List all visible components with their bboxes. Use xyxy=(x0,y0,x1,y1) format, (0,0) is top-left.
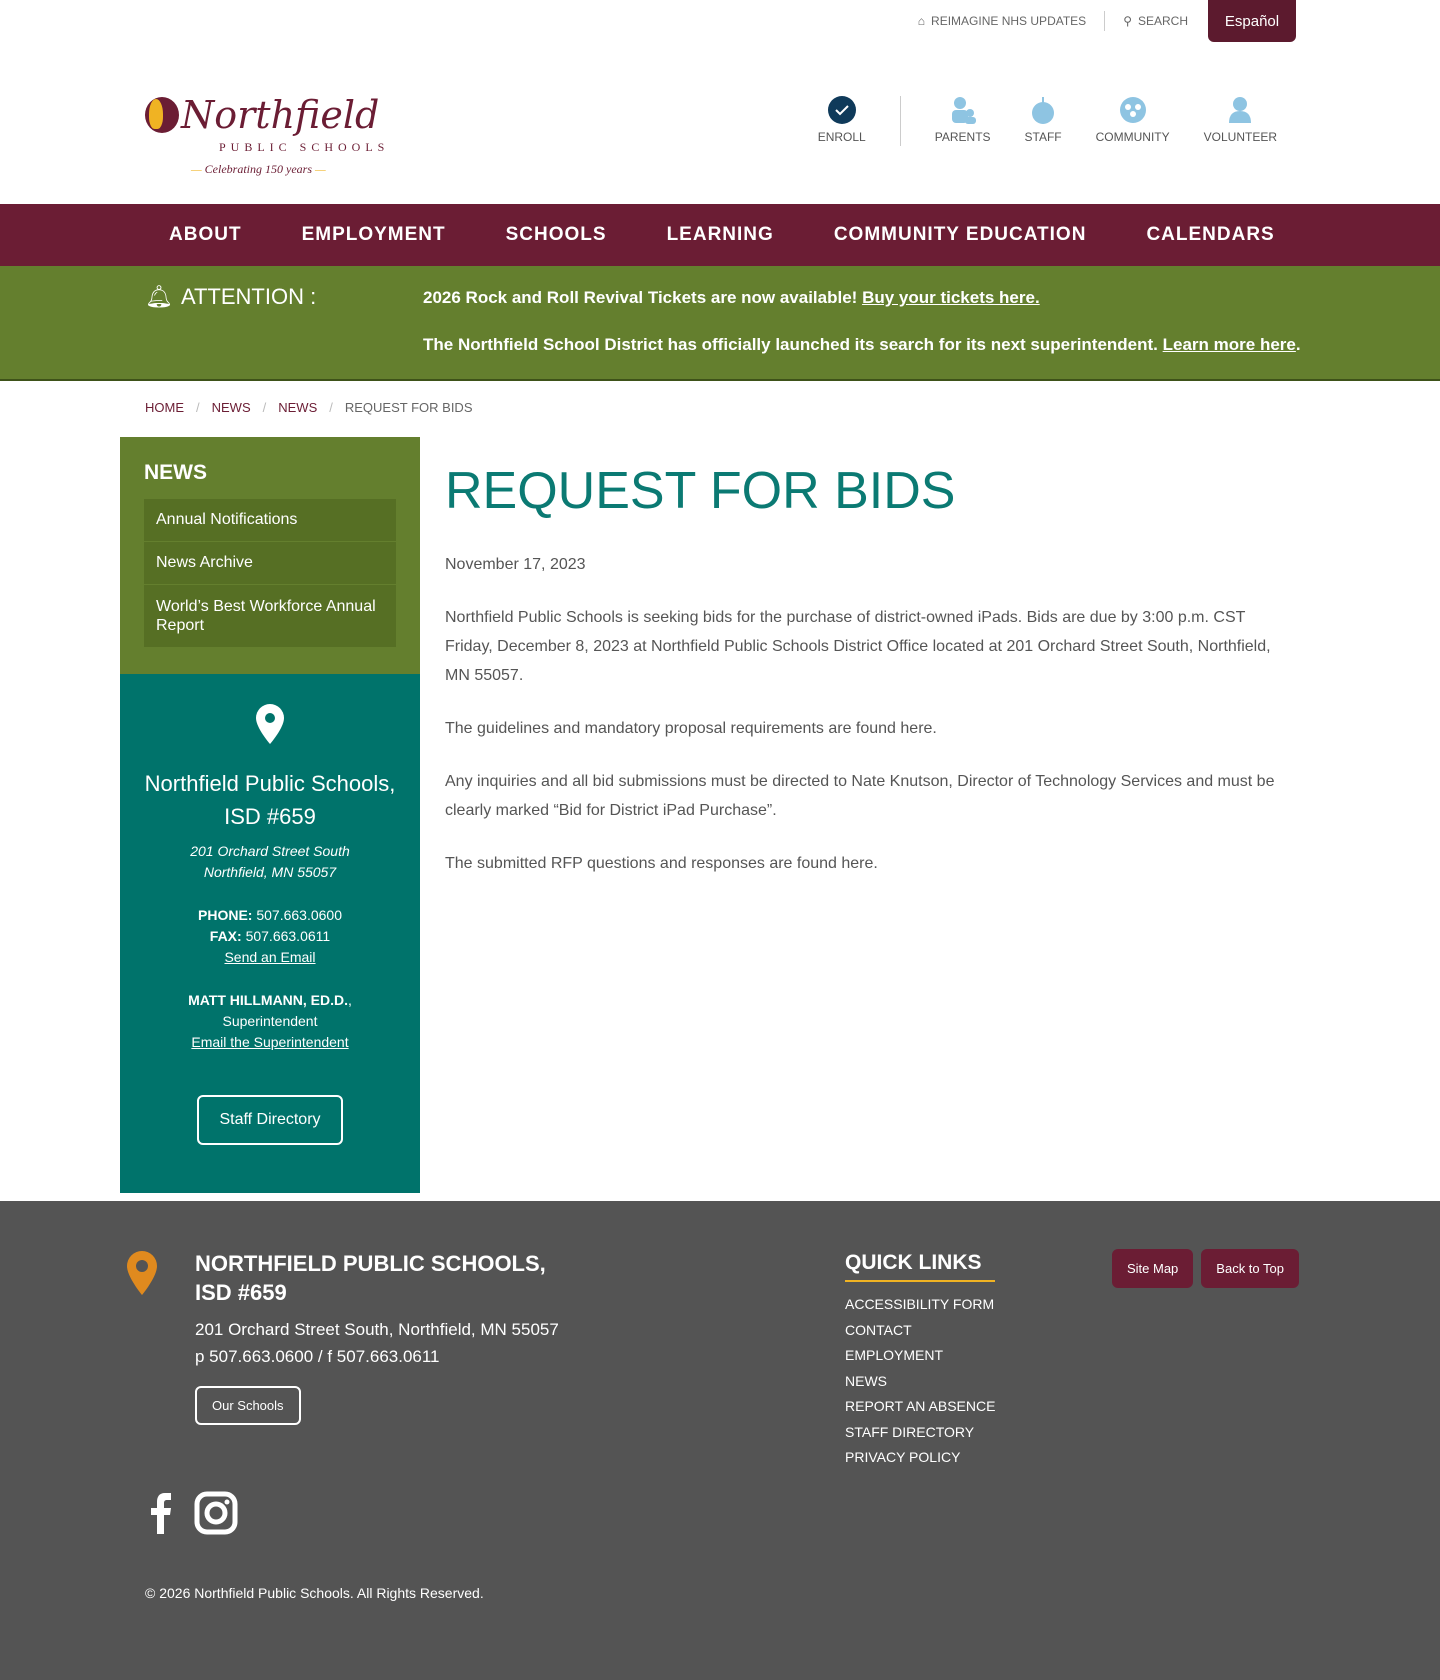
sidebar: NEWS Annual Notifications News Archive World’s Best Workforce Annual Report Northfield Public Schools, ISD #659 201 Orchard Street South Northfield, MN 55057 PHONE: 507.663.0600 FAX: 507.663.0611 Send an Email MATT HILLMANN, ED.D., Superintendent Email the Superintendent Staff Directory xyxy=(120,437,420,1193)
quick-link[interactable]: EMPLOYMENT xyxy=(845,1347,944,1363)
enroll-link[interactable]: ENROLL xyxy=(801,96,883,144)
staff-directory-button[interactable]: Staff Directory xyxy=(197,1095,342,1145)
espanol-button[interactable]: Español xyxy=(1208,0,1296,42)
flame-logo-icon xyxy=(145,97,179,133)
quick-links: QUICK LINKS ACCESSIBILITY FORM CONTACT EMPLOYMENT NEWS REPORT AN ABSENCE STAFF DIRECTORY PRIVACY POLICY xyxy=(845,1251,995,1471)
email-superintendent-link[interactable]: Email the Superintendent xyxy=(191,1034,349,1050)
community-icon xyxy=(1119,96,1147,124)
parents-icon xyxy=(949,96,977,124)
quick-link[interactable]: CONTACT xyxy=(845,1321,912,1338)
article xyxy=(445,460,1295,902)
send-email-link[interactable]: Send an Email xyxy=(224,949,316,965)
nav-community-education[interactable]: COMMUNITY EDUCATION xyxy=(833,224,1087,245)
nav-employment[interactable]: EMPLOYMENT xyxy=(301,224,446,245)
check-circle-icon xyxy=(828,96,856,124)
page-title: REQUEST FOR BIDS xyxy=(445,462,956,520)
map-pin-icon xyxy=(127,1251,157,1300)
sidebar-link[interactable]: Annual Notifications xyxy=(144,499,396,542)
quick-link[interactable]: STAFF DIRECTORY xyxy=(845,1423,975,1440)
community-link[interactable]: COMMUNITY xyxy=(1079,96,1187,144)
volunteer-icon xyxy=(1226,96,1254,124)
our-schools-button[interactable]: Our Schools xyxy=(195,1386,301,1425)
map-pin-icon xyxy=(256,731,284,748)
instagram-icon[interactable] xyxy=(194,1491,238,1540)
copyright: © 2026 Northfield Public Schools. All Rights Reserved. xyxy=(145,1585,484,1601)
search-icon: ⚲ xyxy=(1123,14,1132,28)
article-paragraph: Northfield Public Schools is seeking bids for the purchase of district-owned iPads. Bids are due by 3:00 p.m. CST Friday, December 8, 2023 at Northfield Public Schools District Office located at 201 Orchard Street South, Northfield, MN 55057. xyxy=(445,609,1271,684)
reimagine-link[interactable]: ⌂ REIMAGINE NHS UPDATES xyxy=(917,14,1087,28)
buy-tickets-link[interactable]: Buy your tickets here. xyxy=(862,288,1040,307)
article-date: November 17, 2023 xyxy=(445,556,586,573)
footer: NORTHFIELD PUBLIC SCHOOLS, ISD #659 201 Orchard Street South, Northfield, MN 55057 p 507.663.0600 / f 507.663.0611 Our Schools QUICK LINKS ACCESSIBILITY FORM CONTACT EMPLOYMENT NEWS REPORT AN ABSENCE STAFF DIRECTORY PRIVACY POLICY Site Map Back to Top © 2026 Northfield Public Schools. All Rights Reserved. xyxy=(0,1201,1440,1680)
utility-bar xyxy=(900,0,1440,42)
nav-schools[interactable]: SCHOOLS xyxy=(505,224,607,245)
breadcrumb-news[interactable]: NEWS xyxy=(278,400,318,415)
facebook-icon[interactable] xyxy=(150,1492,172,1539)
staff-link[interactable]: STAFF xyxy=(1008,96,1079,144)
logo[interactable]: Northfield PUBLIC SCHOOLS — Celebrating 150 years — xyxy=(145,92,389,176)
breadcrumb-news[interactable]: NEWS xyxy=(211,400,251,415)
quick-link[interactable]: NEWS xyxy=(845,1372,887,1389)
volunteer-link[interactable]: VOLUNTEER xyxy=(1187,96,1294,144)
nav-learning[interactable]: LEARNING xyxy=(666,224,774,245)
breadcrumb: HOME / NEWS / NEWS / REQUEST FOR BIDS xyxy=(145,400,473,415)
audience-nav xyxy=(801,96,1294,146)
apple-icon xyxy=(1029,96,1057,124)
article-paragraph: The guidelines and mandatory proposal requirements are found here. xyxy=(445,720,937,737)
breadcrumb-current: REQUEST FOR BIDS xyxy=(344,400,473,415)
breadcrumb-home[interactable]: HOME xyxy=(145,400,184,415)
quick-link[interactable]: PRIVACY POLICY xyxy=(845,1449,961,1465)
bell-icon: 🔔︎ xyxy=(145,284,173,309)
back-to-top-button[interactable]: Back to Top xyxy=(1201,1249,1299,1288)
learn-more-link[interactable]: Learn more here xyxy=(1162,335,1296,354)
sidebar-title: NEWS xyxy=(144,461,207,484)
divider xyxy=(900,96,901,146)
sidebar-link[interactable]: World’s Best Workforce Annual Report xyxy=(144,585,396,648)
search-link[interactable]: ⚲ SEARCH xyxy=(1123,14,1188,28)
alert-message: The Northfield School District has officially launched its search for its next superintendent. Learn more here. xyxy=(423,335,1301,354)
quick-link[interactable]: REPORT AN ABSENCE xyxy=(845,1398,996,1414)
article-paragraph: Any inquiries and all bid submissions must be directed to Nate Knutson, Director of Technology Services and must be clearly marked “Bid for District iPad Purchase”. xyxy=(445,773,1275,819)
main-nav xyxy=(0,204,1440,266)
nav-about[interactable]: ABOUT xyxy=(169,224,242,245)
quick-link[interactable]: ACCESSIBILITY FORM xyxy=(845,1296,995,1312)
alert-banner: 🔔︎ ATTENTION : 2026 Rock and Roll Revival Tickets are now available! Buy your tickets here. The Northfield School District has officially launched its search for its next superintendent. Learn more here. xyxy=(0,266,1440,381)
building-icon: ⌂ xyxy=(917,14,926,28)
site-map-button[interactable]: Site Map xyxy=(1112,1249,1193,1288)
sidebar-link[interactable]: News Archive xyxy=(144,542,396,585)
article-paragraph: The submitted RFP questions and responses are found here. xyxy=(445,855,878,872)
parents-link[interactable]: PARENTS xyxy=(918,96,1008,144)
nav-calendars[interactable]: CALENDARS xyxy=(1146,224,1275,245)
alert-message: 2026 Rock and Roll Revival Tickets are now available! Buy your tickets here. xyxy=(423,288,1040,307)
